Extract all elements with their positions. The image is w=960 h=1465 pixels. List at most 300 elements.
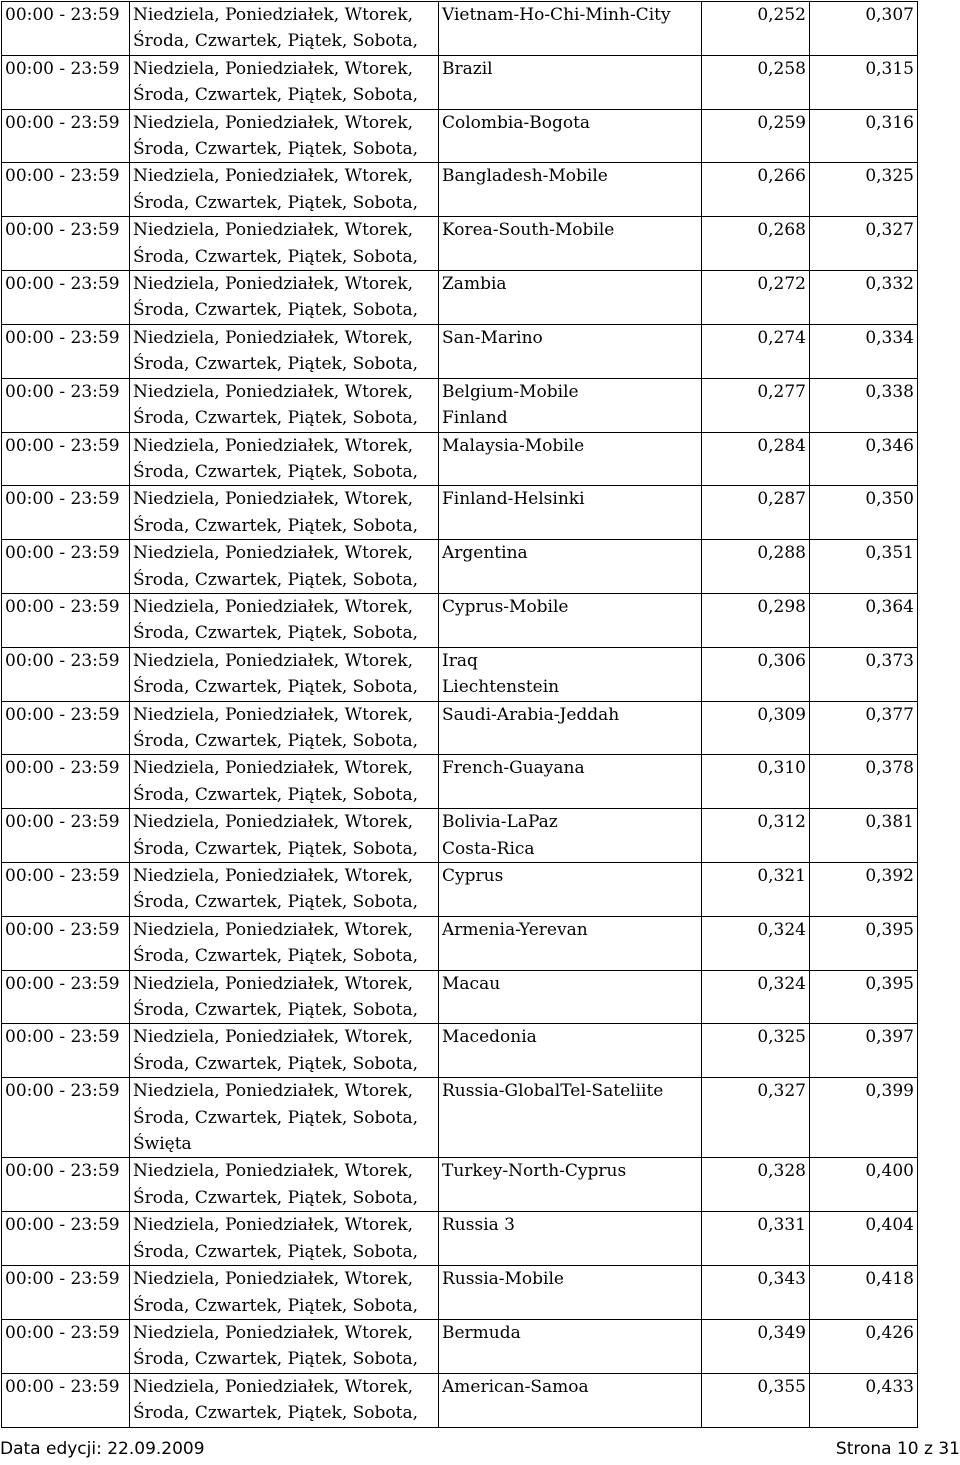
time-range: 00:00 - 23:59 — [5, 327, 120, 348]
gross-price: 0,373 — [865, 650, 914, 671]
days-line: Niedziela, Poniedziałek, Wtorek, — [133, 596, 414, 617]
days-line: Niedziela, Poniedziałek, Wtorek, — [133, 58, 414, 79]
days-line: Środa, Czwartek, Piątek, Sobota, — [133, 1295, 418, 1316]
gross-price-cell — [810, 701, 918, 755]
gross-price-cell — [810, 217, 918, 271]
gross-price: 0,350 — [865, 489, 914, 510]
gross-price: 0,377 — [865, 704, 914, 725]
days-line: Środa, Czwartek, Piątek, Sobota, — [133, 300, 418, 321]
days-line: Niedziela, Poniedziałek, Wtorek, — [133, 543, 414, 564]
destination-name: Turkey-North-Cyprus — [442, 1161, 627, 1182]
net-price-cell — [702, 647, 810, 701]
destination-name: Iraq — [442, 650, 478, 671]
gross-price: 0,325 — [865, 166, 914, 187]
net-price: 0,258 — [757, 58, 806, 79]
days-cell — [130, 1266, 439, 1320]
time-range-cell — [2, 1266, 130, 1320]
gross-price: 0,426 — [865, 1322, 914, 1343]
net-price-cell — [702, 55, 810, 109]
gross-price-cell — [810, 809, 918, 863]
table-row — [2, 217, 918, 271]
gross-price-cell — [810, 1212, 918, 1266]
days-cell — [130, 1024, 439, 1078]
destination-name: Liechtenstein — [442, 677, 560, 698]
destination-name: Russia-GlobalTel-Sateliite — [442, 1081, 664, 1102]
time-range: 00:00 - 23:59 — [5, 381, 120, 402]
gross-price-cell — [810, 109, 918, 163]
days-line: Środa, Czwartek, Piątek, Sobota, — [133, 354, 418, 375]
days-cell — [130, 863, 439, 917]
days-cell — [130, 271, 439, 325]
time-range-cell — [2, 593, 130, 647]
days-line: Niedziela, Poniedziałek, Wtorek, — [133, 1269, 414, 1290]
days-line: Niedziela, Poniedziałek, Wtorek, — [133, 866, 414, 886]
table-row — [2, 109, 918, 163]
days-line: Niedziela, Poniedziałek, Wtorek, — [133, 1215, 414, 1236]
time-range: 00:00 - 23:59 — [5, 274, 120, 295]
gross-price: 0,395 — [865, 973, 914, 994]
time-range-cell — [2, 378, 130, 432]
gross-price: 0,327 — [865, 220, 914, 241]
gross-price-cell — [810, 863, 918, 917]
net-price: 0,277 — [757, 381, 806, 402]
destination-name: Belgium-Mobile — [442, 381, 579, 402]
net-price: 0,298 — [757, 596, 806, 617]
gross-price-cell — [810, 1158, 918, 1212]
time-range-cell — [2, 217, 130, 271]
time-range-cell — [2, 755, 130, 809]
days-line: Środa, Czwartek, Piątek, Sobota, — [133, 677, 418, 698]
table-row — [2, 1373, 918, 1427]
destination-name: Bermuda — [442, 1322, 521, 1343]
destination-name: Korea-South-Mobile — [442, 220, 615, 241]
net-price-cell — [702, 540, 810, 594]
time-range: 00:00 - 23:59 — [5, 489, 120, 510]
destination-name: Cyprus — [442, 866, 504, 886]
destination-name: San-Marino — [442, 327, 543, 348]
time-range: 00:00 - 23:59 — [5, 5, 120, 25]
destination-cell — [439, 809, 702, 863]
days-cell — [130, 109, 439, 163]
net-price-cell — [702, 1212, 810, 1266]
net-price-cell — [702, 1373, 810, 1427]
days-line: Środa, Czwartek, Piątek, Sobota, — [133, 623, 418, 644]
net-price: 0,284 — [757, 435, 806, 456]
destination-cell — [439, 2, 702, 56]
net-price-cell — [702, 916, 810, 970]
destination-name: Malaysia-Mobile — [442, 435, 585, 456]
gross-price: 0,433 — [865, 1376, 914, 1397]
time-range-cell — [2, 109, 130, 163]
time-range: 00:00 - 23:59 — [5, 220, 120, 241]
destination-cell — [439, 863, 702, 917]
destination-cell — [439, 701, 702, 755]
time-range-cell — [2, 486, 130, 540]
time-range: 00:00 - 23:59 — [5, 58, 120, 79]
time-range: 00:00 - 23:59 — [5, 166, 120, 187]
destination-name: Brazil — [442, 58, 493, 79]
destination-name: Vietnam-Ho-Chi-Minh-City — [442, 5, 671, 25]
gross-price: 0,392 — [865, 866, 914, 886]
table-row — [2, 916, 918, 970]
days-cell — [130, 1319, 439, 1373]
days-cell — [130, 1373, 439, 1427]
destination-name: Saudi-Arabia-Jeddah — [442, 704, 620, 725]
days-line: Niedziela, Poniedziałek, Wtorek, — [133, 220, 414, 241]
gross-price: 0,346 — [865, 435, 914, 456]
days-line: Niedziela, Poniedziałek, Wtorek, — [133, 381, 414, 402]
table-row — [2, 1078, 918, 1158]
destination-cell — [439, 271, 702, 325]
net-price: 0,310 — [757, 758, 806, 779]
destination-name: Finland-Helsinki — [442, 489, 585, 510]
days-line: Środa, Czwartek, Piątek, Sobota, — [133, 730, 418, 751]
net-price: 0,355 — [757, 1376, 806, 1397]
net-price-cell — [702, 378, 810, 432]
net-price: 0,272 — [757, 274, 806, 295]
days-line: Środa, Czwartek, Piątek, Sobota, — [133, 1241, 418, 1262]
destination-cell — [439, 217, 702, 271]
net-price-cell — [702, 1158, 810, 1212]
destination-name: Zambia — [442, 274, 507, 295]
days-line: Środa, Czwartek, Piątek, Sobota, — [133, 1053, 418, 1074]
table-row — [2, 540, 918, 594]
net-price: 0,321 — [757, 866, 806, 886]
net-price-cell — [702, 163, 810, 217]
gross-price-cell — [810, 593, 918, 647]
days-line: Niedziela, Poniedziałek, Wtorek, — [133, 1376, 414, 1397]
table-row — [2, 271, 918, 325]
days-line: Środa, Czwartek, Piątek, Sobota, — [133, 246, 418, 267]
days-line: Niedziela, Poniedziałek, Wtorek, — [133, 1081, 414, 1102]
time-range: 00:00 - 23:59 — [5, 973, 120, 994]
gross-price-cell — [810, 378, 918, 432]
days-line: Środa, Czwartek, Piątek, Sobota, — [133, 408, 418, 429]
table-row — [2, 324, 918, 378]
table-row — [2, 755, 918, 809]
table-row — [2, 1158, 918, 1212]
table-row — [2, 1212, 918, 1266]
days-cell — [130, 432, 439, 486]
destination-cell — [439, 1212, 702, 1266]
destination-cell — [439, 1158, 702, 1212]
gross-price: 0,332 — [865, 274, 914, 295]
net-price-cell — [702, 2, 810, 56]
net-price: 0,324 — [757, 973, 806, 994]
days-line: Środa, Czwartek, Piątek, Sobota, — [133, 784, 418, 805]
days-cell — [130, 540, 439, 594]
time-range-cell — [2, 647, 130, 701]
days-line: Środa, Czwartek, Piątek, Sobota, — [133, 139, 418, 160]
destination-cell — [439, 916, 702, 970]
net-price-cell — [702, 863, 810, 917]
destination-cell — [439, 970, 702, 1024]
gross-price-cell — [810, 486, 918, 540]
destination-cell — [439, 1078, 702, 1158]
gross-price-cell — [810, 1266, 918, 1320]
net-price: 0,266 — [757, 166, 806, 187]
time-range: 00:00 - 23:59 — [5, 543, 120, 564]
table-row — [2, 163, 918, 217]
gross-price: 0,338 — [865, 381, 914, 402]
net-price-cell — [702, 324, 810, 378]
gross-price: 0,378 — [865, 758, 914, 779]
time-range-cell — [2, 2, 130, 56]
days-cell — [130, 647, 439, 701]
destination-cell — [439, 1266, 702, 1320]
time-range: 00:00 - 23:59 — [5, 1161, 120, 1182]
destination-cell — [439, 486, 702, 540]
destination-name: Bangladesh-Mobile — [442, 166, 608, 187]
gross-price: 0,404 — [865, 1215, 914, 1236]
days-line: Niedziela, Poniedziałek, Wtorek, — [133, 1322, 414, 1343]
days-cell — [130, 163, 439, 217]
net-price-cell — [702, 271, 810, 325]
rates-table-body — [2, 2, 918, 1428]
time-range: 00:00 - 23:59 — [5, 812, 120, 833]
page-footer — [0, 1439, 960, 1465]
destination-name: American-Samoa — [442, 1376, 589, 1397]
destination-name: Colombia-Bogota — [442, 112, 591, 133]
days-line: Środa, Czwartek, Piątek, Sobota, — [133, 85, 418, 106]
time-range: 00:00 - 23:59 — [5, 704, 120, 725]
net-price-cell — [702, 970, 810, 1024]
time-range: 00:00 - 23:59 — [5, 1027, 120, 1048]
destination-name: Macedonia — [442, 1027, 537, 1048]
destination-cell — [439, 378, 702, 432]
net-price: 0,331 — [757, 1215, 806, 1236]
time-range: 00:00 - 23:59 — [5, 1376, 120, 1397]
gross-price-cell — [810, 970, 918, 1024]
destination-cell — [439, 109, 702, 163]
days-cell — [130, 916, 439, 970]
destination-name: French-Guayana — [442, 758, 585, 779]
net-price: 0,259 — [757, 112, 806, 133]
destination-name: Russia 3 — [442, 1215, 515, 1236]
days-line: Święta — [133, 1134, 192, 1155]
time-range: 00:00 - 23:59 — [5, 112, 120, 133]
gross-price-cell — [810, 916, 918, 970]
days-line: Niedziela, Poniedziałek, Wtorek, — [133, 5, 414, 25]
gross-price: 0,316 — [865, 112, 914, 133]
time-range-cell — [2, 701, 130, 755]
table-row — [2, 593, 918, 647]
time-range-cell — [2, 271, 130, 325]
net-price: 0,349 — [757, 1322, 806, 1343]
destination-cell — [439, 432, 702, 486]
days-line: Środa, Czwartek, Piątek, Sobota, — [133, 515, 418, 536]
destination-cell — [439, 1024, 702, 1078]
gross-price: 0,307 — [865, 5, 914, 25]
net-price-cell — [702, 1078, 810, 1158]
gross-price: 0,418 — [865, 1269, 914, 1290]
time-range: 00:00 - 23:59 — [5, 650, 120, 671]
time-range-cell — [2, 863, 130, 917]
days-line: Środa, Czwartek, Piątek, Sobota, — [133, 946, 418, 967]
days-line: Środa, Czwartek, Piątek, Sobota, — [133, 461, 418, 482]
net-price: 0,324 — [757, 919, 806, 940]
net-price-cell — [702, 217, 810, 271]
days-cell — [130, 1158, 439, 1212]
net-price-cell — [702, 809, 810, 863]
gross-price: 0,400 — [865, 1161, 914, 1182]
days-line: Środa, Czwartek, Piątek, Sobota, — [133, 1403, 418, 1424]
destination-cell — [439, 55, 702, 109]
days-cell — [130, 1212, 439, 1266]
destination-cell — [439, 593, 702, 647]
time-range-cell — [2, 1212, 130, 1266]
net-price: 0,274 — [757, 327, 806, 348]
days-line: Środa, Czwartek, Piątek, Sobota, — [133, 31, 418, 52]
net-price-cell — [702, 109, 810, 163]
gross-price: 0,351 — [865, 543, 914, 564]
gross-price-cell — [810, 540, 918, 594]
destination-name: Armenia-Yerevan — [442, 919, 588, 940]
gross-price-cell — [810, 1373, 918, 1427]
destination-name: Cyprus-Mobile — [442, 596, 569, 617]
net-price: 0,312 — [757, 812, 806, 833]
time-range: 00:00 - 23:59 — [5, 866, 120, 886]
time-range-cell — [2, 1319, 130, 1373]
gross-price-cell — [810, 324, 918, 378]
time-range: 00:00 - 23:59 — [5, 1215, 120, 1236]
net-price-cell — [702, 701, 810, 755]
time-range: 00:00 - 23:59 — [5, 596, 120, 617]
gross-price-cell — [810, 647, 918, 701]
days-cell — [130, 486, 439, 540]
table-row — [2, 1319, 918, 1373]
days-cell — [130, 2, 439, 56]
days-line: Niedziela, Poniedziałek, Wtorek, — [133, 758, 414, 779]
table-row — [2, 647, 918, 701]
gross-price: 0,399 — [865, 1081, 914, 1102]
gross-price-cell — [810, 755, 918, 809]
destination-cell — [439, 163, 702, 217]
days-line: Niedziela, Poniedziałek, Wtorek, — [133, 704, 414, 725]
net-price-cell — [702, 1024, 810, 1078]
rates-table — [1, 1, 918, 1428]
time-range-cell — [2, 1078, 130, 1158]
table-row — [2, 701, 918, 755]
days-line: Środa, Czwartek, Piątek, Sobota, — [133, 569, 418, 590]
gross-price-cell — [810, 163, 918, 217]
time-range: 00:00 - 23:59 — [5, 1269, 120, 1290]
days-line: Niedziela, Poniedziałek, Wtorek, — [133, 274, 414, 295]
days-line: Środa, Czwartek, Piątek, Sobota, — [133, 1000, 418, 1021]
days-line: Niedziela, Poniedziałek, Wtorek, — [133, 812, 414, 833]
days-line: Niedziela, Poniedziałek, Wtorek, — [133, 973, 414, 994]
table-row — [2, 432, 918, 486]
destination-cell — [439, 324, 702, 378]
table-row — [2, 378, 918, 432]
net-price: 0,327 — [757, 1081, 806, 1102]
net-price: 0,252 — [757, 5, 806, 25]
days-line: Niedziela, Poniedziałek, Wtorek, — [133, 112, 414, 133]
net-price: 0,328 — [757, 1161, 806, 1182]
destination-name: Argentina — [442, 543, 528, 564]
days-line: Środa, Czwartek, Piątek, Sobota, — [133, 1349, 418, 1370]
table-row — [2, 970, 918, 1024]
gross-price: 0,397 — [865, 1027, 914, 1048]
time-range-cell — [2, 540, 130, 594]
gross-price: 0,315 — [865, 58, 914, 79]
time-range-cell — [2, 970, 130, 1024]
time-range-cell — [2, 432, 130, 486]
days-cell — [130, 1078, 439, 1158]
destination-cell — [439, 540, 702, 594]
gross-price-cell — [810, 55, 918, 109]
table-row — [2, 486, 918, 540]
time-range: 00:00 - 23:59 — [5, 1081, 120, 1102]
days-cell — [130, 701, 439, 755]
destination-name: Finland — [442, 408, 508, 429]
gross-price: 0,334 — [865, 327, 914, 348]
gross-price-cell — [810, 271, 918, 325]
time-range-cell — [2, 1024, 130, 1078]
destination-cell — [439, 1373, 702, 1427]
gross-price: 0,381 — [865, 812, 914, 833]
time-range: 00:00 - 23:59 — [5, 758, 120, 779]
net-price-cell — [702, 1319, 810, 1373]
net-price-cell — [702, 755, 810, 809]
destination-name: Costa-Rica — [442, 838, 535, 859]
gross-price-cell — [810, 2, 918, 56]
days-cell — [130, 809, 439, 863]
days-line: Środa, Czwartek, Piątek, Sobota, — [133, 1107, 418, 1128]
days-line: Niedziela, Poniedziałek, Wtorek, — [133, 919, 414, 940]
net-price: 0,343 — [757, 1269, 806, 1290]
table-row — [2, 863, 918, 917]
table-row — [2, 2, 918, 56]
gross-price: 0,364 — [865, 596, 914, 617]
net-price: 0,288 — [757, 543, 806, 564]
days-line: Środa, Czwartek, Piątek, Sobota, — [133, 1187, 418, 1208]
net-price-cell — [702, 432, 810, 486]
days-line: Niedziela, Poniedziałek, Wtorek, — [133, 1027, 414, 1048]
table-row — [2, 1266, 918, 1320]
gross-price-cell — [810, 1319, 918, 1373]
table-row — [2, 55, 918, 109]
net-price: 0,309 — [757, 704, 806, 725]
days-line: Niedziela, Poniedziałek, Wtorek, — [133, 435, 414, 456]
gross-price-cell — [810, 432, 918, 486]
net-price: 0,287 — [757, 489, 806, 510]
time-range: 00:00 - 23:59 — [5, 435, 120, 456]
time-range-cell — [2, 163, 130, 217]
time-range: 00:00 - 23:59 — [5, 919, 120, 940]
destination-cell — [439, 1319, 702, 1373]
gross-price-cell — [810, 1078, 918, 1158]
time-range-cell — [2, 916, 130, 970]
days-line: Niedziela, Poniedziałek, Wtorek, — [133, 327, 414, 348]
time-range-cell — [2, 1158, 130, 1212]
days-line: Środa, Czwartek, Piątek, Sobota, — [133, 838, 418, 859]
page-number: Strona 10 z 31 — [835, 1439, 960, 1459]
gross-price: 0,395 — [865, 919, 914, 940]
net-price-cell — [702, 593, 810, 647]
days-cell — [130, 593, 439, 647]
days-cell — [130, 378, 439, 432]
days-line: Niedziela, Poniedziałek, Wtorek, — [133, 1161, 414, 1182]
time-range: 00:00 - 23:59 — [5, 1322, 120, 1343]
net-price: 0,268 — [757, 220, 806, 241]
days-line: Niedziela, Poniedziałek, Wtorek, — [133, 650, 414, 671]
destination-cell — [439, 647, 702, 701]
days-line: Środa, Czwartek, Piątek, Sobota, — [133, 892, 418, 913]
days-cell — [130, 970, 439, 1024]
time-range-cell — [2, 1373, 130, 1427]
days-line: Niedziela, Poniedziałek, Wtorek, — [133, 489, 414, 510]
